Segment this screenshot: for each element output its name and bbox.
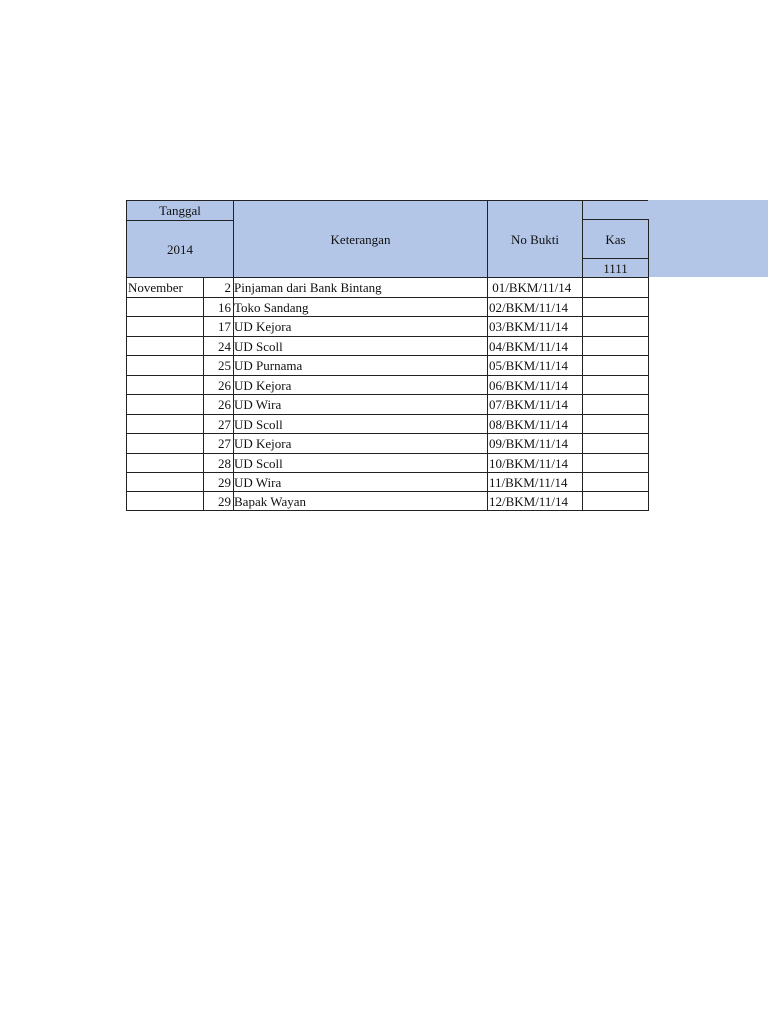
- cell-kas: [583, 317, 647, 336]
- cell-no-bukti: 11/BKM/11/14: [489, 475, 568, 490]
- cell-day: 17: [218, 319, 231, 334]
- cell-day: 29: [218, 494, 231, 509]
- cell-month: [127, 298, 204, 317]
- cell-kas: [583, 454, 647, 473]
- cell-month: [127, 492, 204, 511]
- cell-day: 25: [218, 358, 231, 373]
- cell-no-bukti: 12/BKM/11/14: [489, 494, 568, 509]
- cell-description: Pinjaman dari Bank Bintang: [234, 280, 382, 295]
- cell-month: [127, 317, 204, 336]
- cell-kas: [583, 415, 647, 434]
- cell-kas: [583, 492, 647, 511]
- cell-description: UD Purnama: [234, 358, 303, 373]
- header-no-bukti-label: No Bukti: [510, 231, 560, 247]
- cell-day: 24: [218, 339, 231, 354]
- cell-day: 28: [218, 456, 231, 471]
- cell-day: 26: [218, 378, 231, 393]
- header-kas-label: Kas: [605, 231, 626, 247]
- cell-kas: [583, 395, 647, 414]
- cell-description: UD Kejora: [234, 436, 292, 451]
- cell-description: UD Wira: [234, 397, 282, 412]
- table-row: [127, 317, 648, 336]
- cell-month: [127, 434, 204, 453]
- cell-day: 29: [218, 475, 231, 490]
- cell-no-bukti: 03/BKM/11/14: [489, 319, 568, 334]
- header-year-label: 2014: [167, 241, 193, 257]
- cell-kas: [583, 298, 647, 317]
- header-overflow-fill: [648, 200, 768, 277]
- cell-month: [127, 376, 204, 395]
- header-keterangan: [234, 201, 487, 277]
- cell-no-bukti: 02/BKM/11/14: [489, 300, 568, 315]
- header-no-bukti: [488, 201, 582, 277]
- cell-month: [127, 454, 204, 473]
- table-row: [127, 356, 648, 375]
- cell-description: Bapak Wayan: [234, 494, 306, 509]
- grid-line-tanggal: [126, 220, 234, 221]
- grid-line-kas-top: [582, 219, 648, 220]
- cell-description: UD Scoll: [234, 417, 283, 432]
- cell-description: UD Kejora: [234, 319, 292, 334]
- table-row: [127, 337, 648, 356]
- cell-kas: [583, 337, 647, 356]
- cell-no-bukti: 01/BKM/11/14: [489, 280, 572, 295]
- header-year: [127, 221, 233, 277]
- cell-day: 27: [218, 417, 231, 432]
- cell-no-bukti: 06/BKM/11/14: [489, 378, 568, 393]
- header-kas-account-label: 1111: [603, 260, 628, 276]
- grid-line-top: [126, 200, 648, 201]
- cell-month: [127, 415, 204, 434]
- cell-no-bukti: 10/BKM/11/14: [489, 456, 568, 471]
- cell-no-bukti: 08/BKM/11/14: [489, 417, 568, 432]
- grid-line-kas-mid: [582, 258, 648, 259]
- cell-no-bukti: 09/BKM/11/14: [489, 436, 568, 451]
- cell-kas: [583, 376, 647, 395]
- header-kas-top: [583, 201, 648, 219]
- header-tanggal: [127, 201, 233, 220]
- cell-kas: [583, 356, 647, 375]
- cell-month: [127, 337, 204, 356]
- cell-day: 2: [224, 280, 231, 295]
- cell-no-bukti: 07/BKM/11/14: [489, 397, 568, 412]
- cell-month: [127, 395, 204, 414]
- cell-description: UD Scoll: [234, 339, 283, 354]
- cell-kas: [583, 434, 647, 453]
- cell-day: 27: [218, 436, 231, 451]
- cell-day: 26: [218, 397, 231, 412]
- cell-no-bukti: 04/BKM/11/14: [489, 339, 568, 354]
- cell-month: [127, 356, 204, 375]
- table-row: [127, 395, 648, 414]
- table-row: [127, 376, 648, 395]
- cell-day: 16: [218, 300, 231, 315]
- cell-description: UD Scoll: [234, 456, 283, 471]
- header-keterangan-label: Keterangan: [330, 231, 391, 247]
- cell-kas: [583, 278, 647, 297]
- cell-description: Toko Sandang: [234, 300, 309, 315]
- table-row: [127, 298, 648, 317]
- grid-line-right: [648, 219, 649, 511]
- table-row: [127, 473, 648, 492]
- table-row: [127, 492, 648, 511]
- table-row: [127, 278, 648, 297]
- cell-description: UD Wira: [234, 475, 282, 490]
- cell-description: UD Kejora: [234, 378, 292, 393]
- cell-kas: [583, 473, 647, 492]
- cell-month: November: [128, 280, 183, 295]
- cell-no-bukti: 05/BKM/11/14: [489, 358, 568, 373]
- table-row: [127, 434, 648, 453]
- table-row: [127, 415, 648, 434]
- table-row: [127, 454, 648, 473]
- cell-month: [127, 473, 204, 492]
- header-kas: [583, 220, 648, 258]
- header-tanggal-label: Tanggal: [159, 203, 201, 218]
- header-kas-account: [583, 259, 648, 277]
